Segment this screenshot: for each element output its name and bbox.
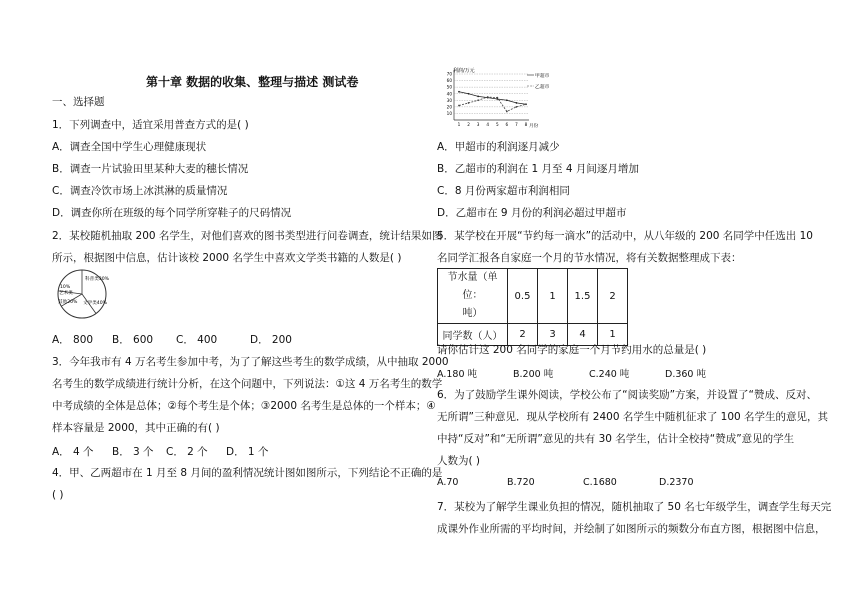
q1-option-b: B．调查一片试验田里某种大麦的穗长情况 [52,163,249,175]
y-tick-label: 70 [446,71,452,77]
pie-label-art: 艺术类 [59,291,73,296]
q6-line-1: 6．为了鼓励学生课外阅读，学校公布了“阅读奖励”方案，并设置了“赞成、反对、 [437,389,817,401]
q6-option-b: B.720 [507,477,535,488]
q7-line-2: 成课外作业所需的平均时间，并绘制了如图所示的频数分布直方图，根据图中信息， [437,523,826,535]
x-tick-label: 8 [524,122,528,127]
q1-option-d: D．调查你所在班级的每个同学所穿鞋子的尺码情况 [52,207,292,219]
x-tick-label: 7 [515,122,518,127]
table-header-students: 同学数（人） [438,324,508,346]
q3-line-3: 中考成绩的全体是总体；②每个考生是个体；③2000 名考生是总体的一个样本；④ [52,400,436,412]
table-cell: 3 [538,324,568,346]
q4-option-b: B．乙超市的利润在 1 月至 4 月间逐月增加 [437,163,639,175]
q3-options [52,444,268,459]
q5-options [437,366,706,380]
y-tick-label: 20 [446,104,452,110]
q5-option-a: A.180 吨 [437,369,478,380]
table-cell: 2 [508,324,538,346]
q2-option-a: A． 800 [52,334,94,346]
q3-line-1: 3．今年我市有 4 万名考生参加中考，为了了解这些考生的数学成绩，从中抽取 2000 [52,356,449,368]
q3-line-2: 名考生的数学成绩进行统计分析，在这个问题中，下列说法：①这 4 万名考生的数学 [52,378,443,390]
data-point [496,97,498,99]
data-point [487,96,489,98]
data-point [506,111,508,113]
x-tick-label: 5 [495,122,499,127]
q2-option-d: D． 200 [250,334,292,346]
q6-line-2: 无所谓”三种意见．现从学校所有 2400 名学生中随机征求了 100 名学生的意见，其 [437,411,829,423]
x-tick-label: 6 [505,122,509,127]
data-point [525,103,527,105]
q3-option-a: A． 4 个 [52,446,94,458]
data-point [468,93,470,95]
q5-line-2: 名同学汇报各自家庭一个月的节水情况，将有关数据整理成下表： [437,252,742,264]
page-title: 第十章 数据的收集、整理与描述 测试卷 [146,75,359,89]
legend-jia: 甲超市 [535,74,549,79]
data-point [516,102,518,104]
q2-option-b: B． 600 [112,334,154,346]
q5-option-b: B.200 吨 [513,369,554,380]
data-point [477,95,479,97]
q1-option-a: A．调查全国中学生心理健康现状 [52,141,207,153]
data-point [506,99,508,101]
data-point [516,106,518,108]
legend-yi: 乙超市 [535,85,549,90]
data-point [468,102,470,104]
q1-option-c: C．调查冷饮市场上冰淇淋的质量情况 [52,185,228,197]
table-cell: 4 [568,324,598,346]
x-tick-label: 4 [486,122,490,127]
q3-option-c: C． 2 个 [166,446,208,458]
pie-label-literature: 文学类40% [83,301,107,306]
y-tick-label: 30 [446,97,452,103]
q4-option-a: A．甲超市的利润逐月减少 [437,141,560,153]
pie-label-other: 其他20% [58,300,78,305]
table-cell: 2 [598,269,628,324]
x-tick-label: 3 [476,122,480,127]
data-point [458,91,460,93]
q4-line-1: 4．甲、乙两超市在 1 月至 8 月间的盈利情况统计图如图所示，下列结论不正确的是 [52,467,443,479]
x-tick-label: 1 [457,122,461,127]
q3-line-4: 样本容量是 2000，其中正确的有( ) [52,422,220,434]
pie-label-small: 10% [60,285,71,290]
table-header-amount-b: 吨） [462,308,483,319]
q5-option-c: C.240 吨 [589,369,630,380]
y-tick-label: 50 [446,84,452,90]
table-cell: 1 [538,269,568,324]
q6-options [437,477,694,488]
q3-option-d: D． 1 个 [226,446,269,458]
q5-option-d: D.360 吨 [665,369,706,380]
q6-line-4: 人数为( ) [437,455,481,467]
table-row [438,269,628,324]
q6-line-3: 中持“反对”和“无所谓”意见的共有 30 名学生，估计全校持“赞成”意见的学生 [437,433,795,445]
q6-option-c: C.1680 [583,477,617,488]
y-tick-label: 60 [446,78,452,84]
chart-ylabel: 利润/万元 [453,68,475,74]
water-saving-table [437,268,628,346]
table-cell: 1 [598,324,628,346]
q2-line-2: 所示，根据图中信息，估计该校 2000 名学生中喜欢文学类书籍的人数是( ) [52,252,402,264]
q3-option-b: B． 3 个 [112,446,154,458]
pie-label-science: 科普类30% [85,277,109,282]
table-header-amount-a: 节水量（单位： [447,272,498,301]
q2-options [52,332,292,347]
q4-option-d: D．乙超市在 9 月份的利润必超过甲超市 [437,207,627,219]
section-heading: 一、选择题 [52,96,105,108]
y-tick-label: 40 [446,91,452,97]
pie-chart [52,268,112,320]
q6-option-d: D.2370 [659,477,694,488]
q7-line-1: 7．某校为了解学生课业负担的情况，随机抽取了 50 名七年级学生，调查学生每天完 [437,501,832,513]
q4-option-c: C．8 月份两家超市利润相同 [437,185,570,197]
table-cell: 0.5 [508,269,538,324]
q4-line-2: ( ) [52,489,64,501]
series-line-yi [459,97,526,111]
q6-option-a: A.70 [437,477,459,488]
chart-xlabel: 月份 [529,124,539,129]
q2-line-1: 2．某校随机抽取 200 名学生，对他们喜欢的图书类型进行问卷调查，统计结果如图 [52,230,443,242]
x-tick-label: 2 [467,122,470,127]
q1-stem: 1．下列调查中，适宜采用普查方式的是( ) [52,119,249,131]
profit-line-chart [437,64,549,130]
data-point [458,105,460,107]
q2-option-c: C． 400 [176,334,218,346]
q5-line-1: 5．某学校在开展“节约每一滴水”的活动中，从八年级的 200 名同学中任选出 10 [437,230,813,242]
table-cell: 1.5 [568,269,598,324]
q5-after: 请你估计这 200 名同学的家庭一个月节约用水的总量是( ) [437,344,707,356]
data-point [477,99,479,101]
y-tick-label: 10 [446,111,452,117]
table-header-amount [438,269,508,324]
